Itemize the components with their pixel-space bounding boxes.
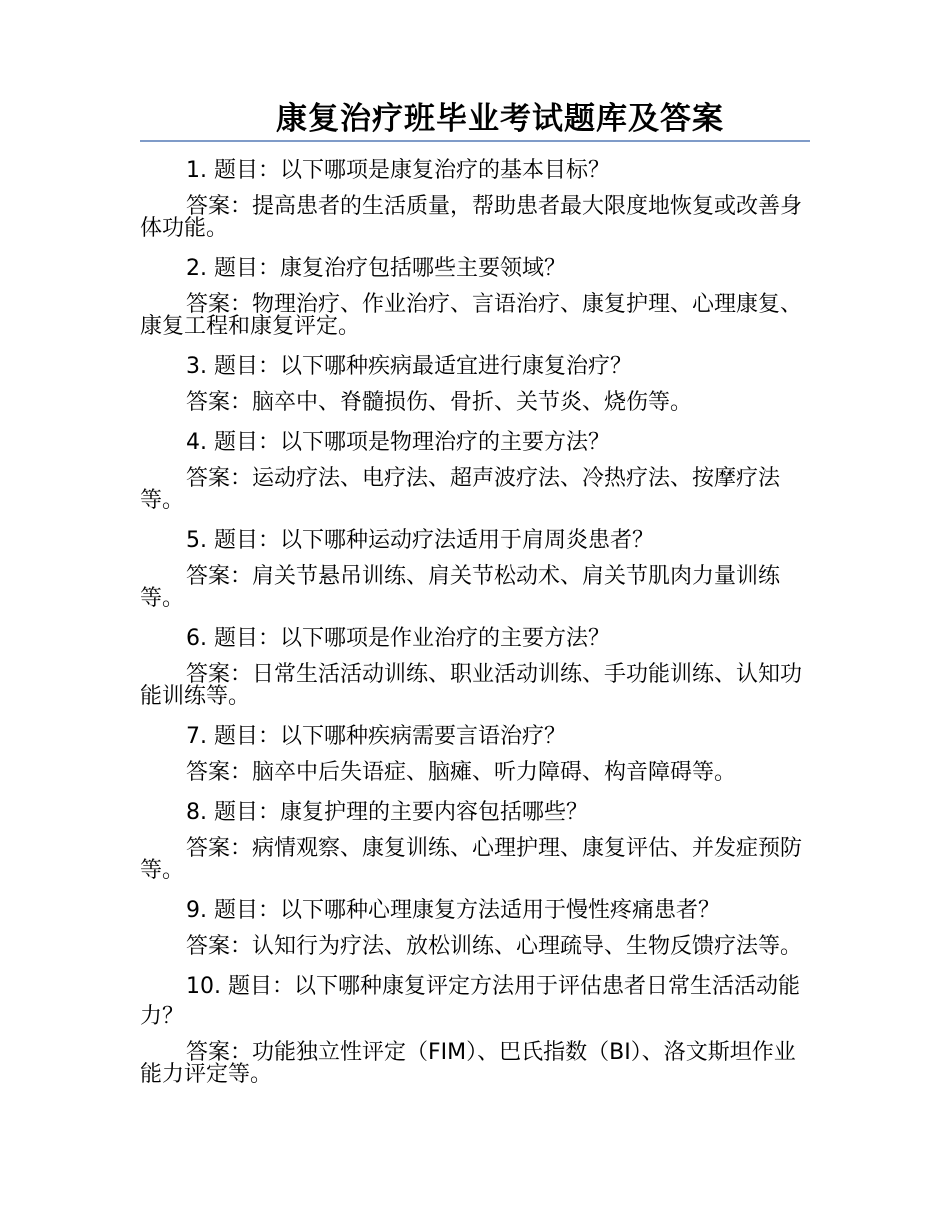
answer-text: 答案：提高患者的生活质量，帮助患者最大限度地恢复或改善身体功能。 — [140, 194, 803, 241]
answer-text: 答案：日常生活活动训练、职业活动训练、手功能训练、认知功能训练等。 — [140, 662, 803, 709]
question-text: 9. 题目：以下哪种心理康复方法适用于慢性疼痛患者？ — [186, 898, 720, 923]
qa-item — [140, 254, 810, 338]
answer-text: 答案：脑卒中后失语症、脑瘫、听力障碍、构音障碍等。 — [186, 760, 737, 785]
qa-item — [140, 352, 810, 414]
question-text: 8. 题目：康复护理的主要内容包括哪些？ — [186, 800, 588, 825]
answer-text: 答案：物理治疗、作业治疗、言语治疗、康复护理、心理康复、康复工程和康复评定。 — [140, 292, 803, 339]
question-text: 4. 题目：以下哪项是物理治疗的主要方法？ — [186, 430, 610, 455]
question-text: 2. 题目：康复治疗包括哪些主要领域？ — [186, 256, 566, 281]
qa-item — [140, 624, 810, 708]
answer-text: 答案：肩关节悬吊训练、肩关节松动术、肩关节肌肉力量训练等。 — [140, 564, 781, 611]
answer-text: 答案：功能独立性评定（FIM）、巴氏指数（BI）、洛文斯坦作业能力评定等。 — [140, 1040, 796, 1087]
qa-item — [140, 972, 810, 1086]
question-text: 10. 题目：以下哪种康复评定方法用于评估患者日常生活活动能力？ — [140, 974, 800, 1029]
answer-text: 答案：脑卒中、脊髓损伤、骨折、关节炎、烧伤等。 — [186, 390, 693, 415]
question-text: 6. 题目：以下哪项是作业治疗的主要方法？ — [186, 626, 610, 651]
qa-list — [140, 156, 810, 1086]
question-text: 7. 题目：以下哪种疾病需要言语治疗？ — [186, 724, 566, 749]
question-text: 5. 题目：以下哪种运动疗法适用于肩周炎患者？ — [186, 528, 654, 553]
answer-text: 答案：病情观察、康复训练、心理护理、康复评估、并发症预防等。 — [140, 836, 803, 883]
document-title: 康复治疗班毕业考试题库及答案 — [140, 96, 810, 142]
qa-item — [140, 428, 810, 512]
answer-text: 答案：运动疗法、电疗法、超声波疗法、冷热疗法、按摩疗法等。 — [140, 466, 781, 513]
qa-item — [140, 156, 810, 240]
answer-text: 答案：认知行为疗法、放松训练、心理疏导、生物反馈疗法等。 — [186, 934, 803, 959]
question-text: 3. 题目：以下哪种疾病最适宜进行康复治疗？ — [186, 354, 632, 379]
qa-item — [140, 526, 810, 610]
qa-item — [140, 798, 810, 882]
question-text: 1. 题目：以下哪项是康复治疗的基本目标？ — [186, 158, 610, 183]
qa-item — [140, 896, 810, 958]
document-page — [140, 96, 810, 1100]
qa-item — [140, 722, 810, 784]
